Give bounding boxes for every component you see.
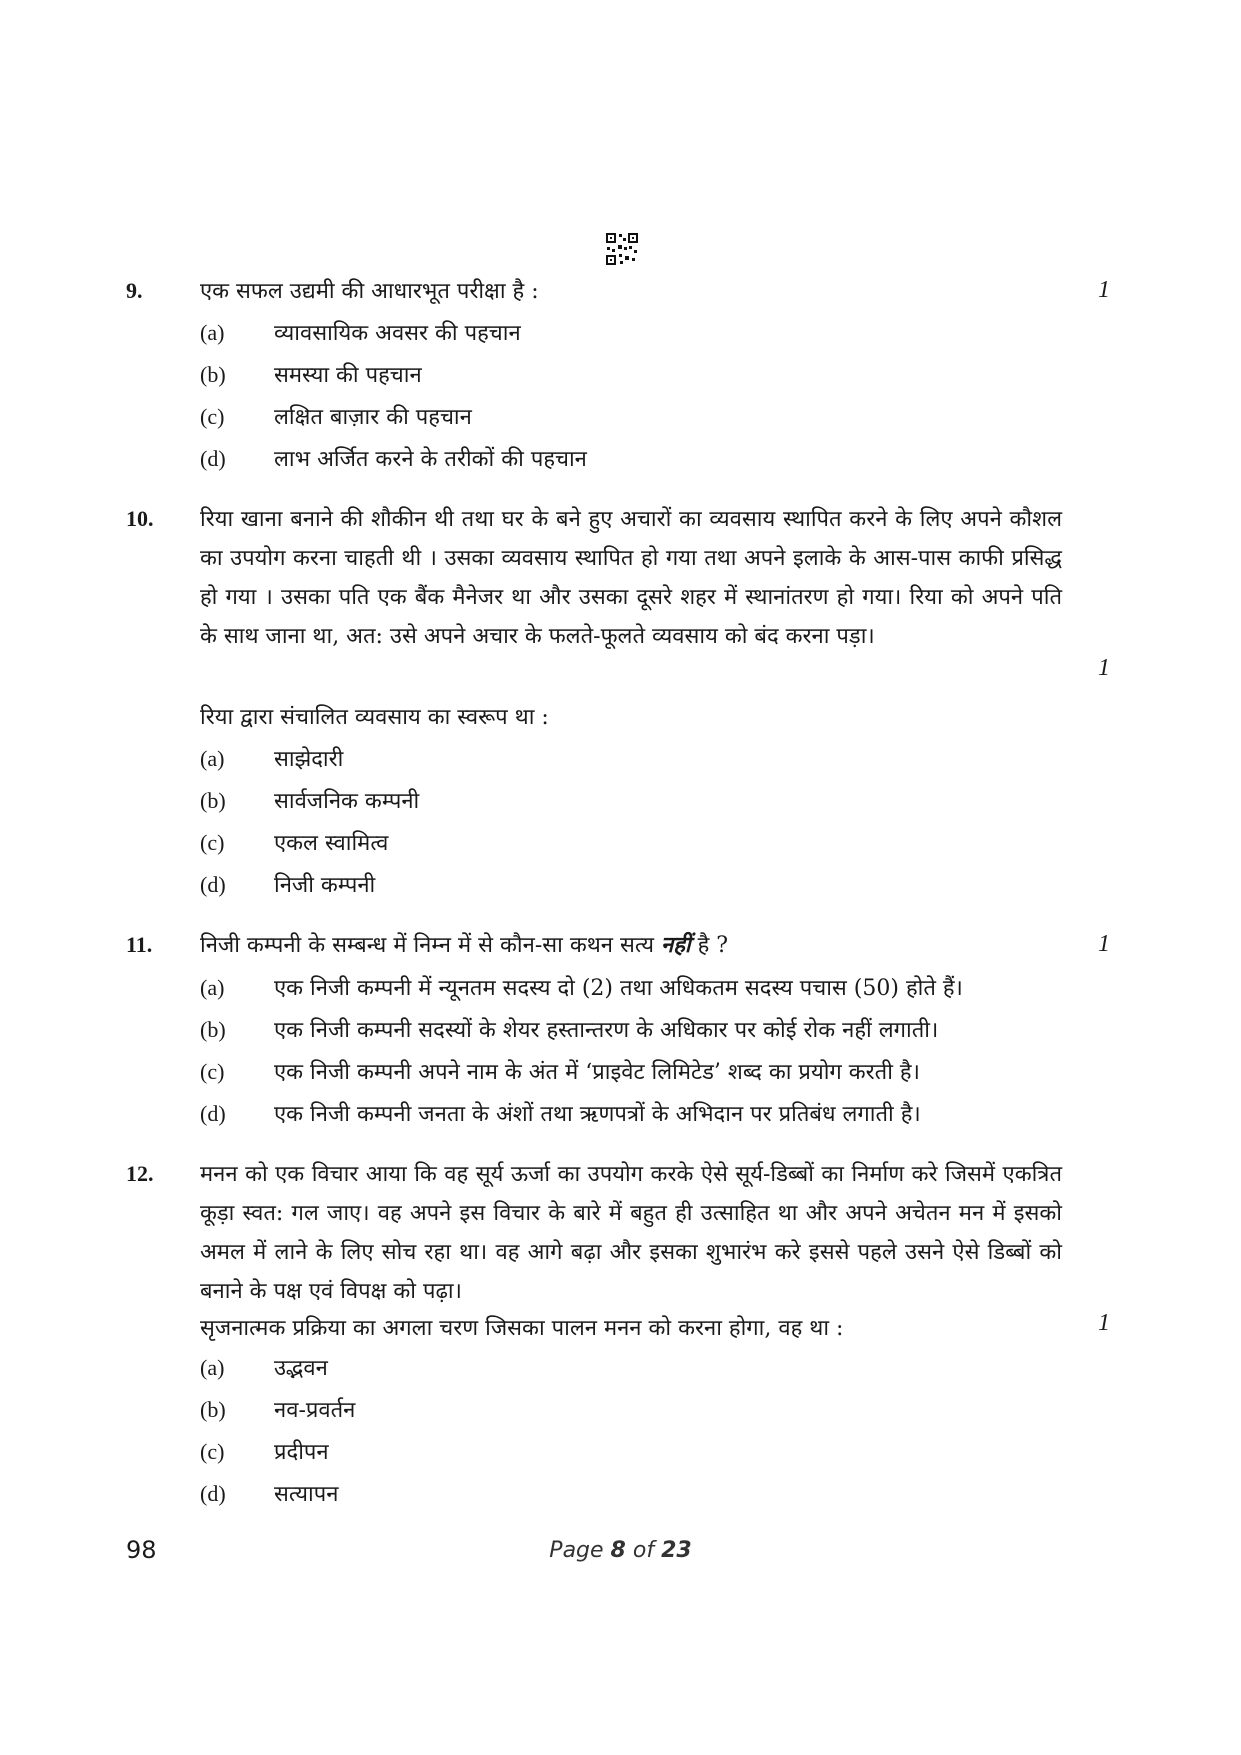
option-c: (c) प्रदीपन	[200, 1439, 329, 1465]
option-b: (b) एक निजी कम्पनी सदस्यों के शेयर हस्तान्तरण के अधिकार पर कोई रोक नहीं लगाती।	[200, 1017, 939, 1043]
page-number: Page 8 of 23	[549, 1538, 692, 1563]
option-b: (b) समस्या की पहचान	[200, 362, 422, 388]
qr-code-icon	[605, 232, 639, 266]
marks: 1	[1098, 277, 1110, 303]
option-b: (b) सार्वजनिक कम्पनी	[200, 788, 420, 814]
question-number: 10.	[126, 506, 154, 531]
paper-code: 98	[126, 1536, 157, 1564]
option-d: (d) निजी कम्पनी	[200, 872, 376, 898]
option-a: (a) एक निजी कम्पनी में न्यूनतम सदस्य दो (2) तथा अधिकतम सदस्य पचास (50) होते हैं।	[200, 975, 963, 1001]
option-d: (d) लाभ अर्जित करने के तरीकों की पहचान	[200, 446, 587, 472]
question-number: 11.	[126, 932, 153, 957]
marks: 1	[1098, 655, 1110, 681]
emphasized-word: नहीं	[660, 932, 691, 958]
option-a: (a) साझेदारी	[200, 746, 344, 772]
marks: 1	[1098, 931, 1110, 957]
question-stem: रिया द्वारा संचालित व्यवसाय का स्वरूप था :	[200, 705, 549, 730]
question-number: 9.	[126, 278, 143, 303]
marks: 1	[1098, 1310, 1110, 1336]
option-a: (a) व्यावसायिक अवसर की पहचान	[200, 320, 521, 346]
option-c: (c) लक्षित बाज़ार की पहचान	[200, 404, 472, 430]
question-number: 12.	[126, 1161, 154, 1186]
question-text: रिया खाना बनाने की शौकीन थी तथा घर के बने हुए अचारों का व्यवसाय स्थापित करने के लिए अपने कौशल का उपयोग करना चाहती थी । उसका व्यवसाय स्थापित हो गया तथा अपने इलाके के आस-पास काफी प्रसिद्ध हो गया । उसका पति एक बैंक मैनेजर था और उसका दूसरे शहर में स्थानांतरण हो गया। रिया को अपने पति के साथ जाना था, अत: उसे अपने अचार के फलते-फूलते व्यवसाय को बंद करना पड़ा।	[200, 507, 1062, 649]
question-text: निजी कम्पनी के सम्बन्ध में निम्न में से कौन-सा कथन सत्य नहीं है ?	[200, 932, 729, 958]
option-b: (b) नव-प्रवर्तन	[200, 1397, 356, 1423]
option-c: (c) एकल स्वामित्व	[200, 830, 389, 856]
question-text: मनन को एक विचार आया कि वह सूर्य ऊर्जा का उपयोग करके ऐसे सूर्य-डिब्बों का निर्माण करे जिसमें एकत्रित कूड़ा स्वत: गल जाए। वह अपने इस विचार के बारे में बहुत ही उत्साहित था और अपने अचेतन मन में इसको अमल में लाने के लिए सोच रहा था। वह आगे बढ़ा और इसका शुभारंभ करे इससे पहले उसने ऐसे डिब्बों को बनाने के पक्ष एवं विपक्ष को पढ़ा।	[200, 1162, 1062, 1304]
question-text: एक सफल उद्यमी की आधारभूत परीक्षा है :	[200, 279, 539, 304]
question-stem: सृजनात्मक प्रक्रिया का अगला चरण जिसका पालन मनन को करना होगा, वह था :	[200, 1316, 844, 1341]
option-a: (a) उद्भवन	[200, 1355, 328, 1381]
option-d: (d) एक निजी कम्पनी जनता के अंशों तथा ऋणपत्रों के अभिदान पर प्रतिबंध लगाती है।	[200, 1101, 921, 1127]
option-d: (d) सत्यापन	[200, 1481, 339, 1507]
option-c: (c) एक निजी कम्पनी अपने नाम के अंत में ‘प्राइवेट लिमिटेड’ शब्द का प्रयोग करती है।	[200, 1059, 920, 1085]
